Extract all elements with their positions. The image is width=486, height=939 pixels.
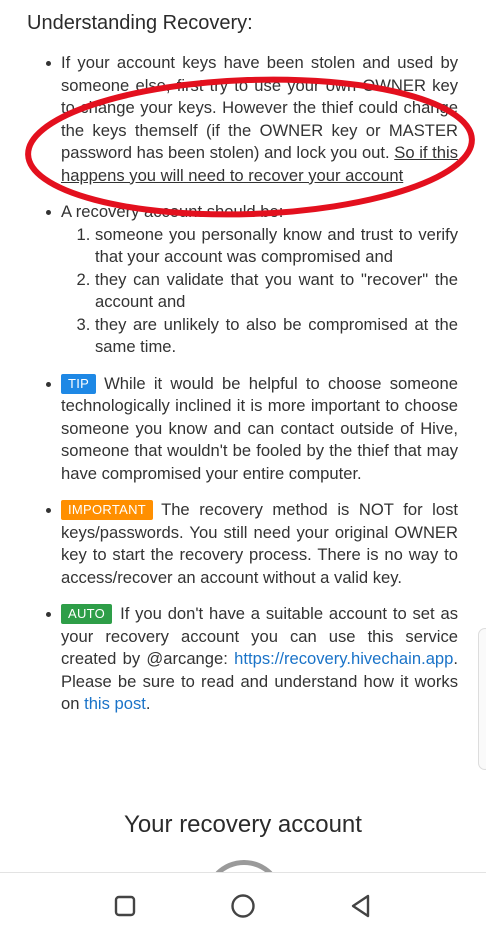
recover-account-underlined-text: So if this happens you will need to recover your account — [61, 143, 458, 185]
auto-badge: AUTO — [61, 604, 112, 624]
recovery-account-title: Your recovery account — [124, 811, 362, 838]
tip-text: While it would be helpful to choose someone technologically inclined it is more important to choose someone you know and can contact outside of Hive, someone that wouldn't be fooled by the thief that may have compromised your entire computer. — [61, 373, 458, 483]
criteria-list — [61, 224, 458, 359]
list-item-important — [61, 499, 458, 589]
recents-square-icon[interactable] — [111, 892, 139, 920]
this-post-link[interactable]: this post — [84, 694, 146, 713]
criteria-item: 3. they are unlikely to also be compromised at the same time. — [95, 314, 458, 359]
home-circle-icon[interactable] — [229, 892, 257, 920]
tip-badge: TIP — [61, 374, 96, 394]
important-badge: IMPORTANT — [61, 500, 153, 520]
criteria-item: 2. they can validate that you want to "recover" the account and — [95, 269, 458, 314]
recovery-service-link[interactable]: https://recovery.hivechain.app — [234, 649, 454, 668]
list-item-stolen-keys — [61, 52, 458, 187]
auto-text-2: . Please be sure to read and understand how it works on — [61, 649, 458, 713]
criteria-item: 1. someone you personally know and trust to verify that your account was compromised and — [95, 224, 458, 269]
list-item-tip — [61, 373, 458, 486]
stolen-keys-text: If your account keys have been stolen and used by someone else, first try to use your own OWNER key to change your keys. However the thief could change the keys themself (if the OWNER key or MASTER password has been stolen) and lock you out. — [61, 53, 458, 162]
loading-spinner-icon — [204, 860, 284, 872]
scroll-handle[interactable] — [478, 628, 486, 770]
android-navigation-bar — [0, 872, 486, 939]
back-triangle-icon[interactable] — [347, 892, 375, 920]
list-item-auto — [61, 603, 458, 716]
auto-text-1: If you don't have a suitable account to set as your recovery account you can use this service created by @arcange: — [61, 604, 458, 668]
page-heading: Understanding Recovery: — [27, 12, 253, 34]
recovery-info-list — [0, 52, 486, 730]
important-text: The recovery method is NOT for lost keys/passwords. You still need your original OWNER key to start the recovery process. There is no way to access/recover an account without a valid key. — [61, 500, 458, 587]
list-item-recovery-account-criteria — [61, 201, 458, 359]
auto-text-3: . — [145, 694, 151, 713]
criteria-intro: A recovery account should be: — [61, 202, 284, 221]
